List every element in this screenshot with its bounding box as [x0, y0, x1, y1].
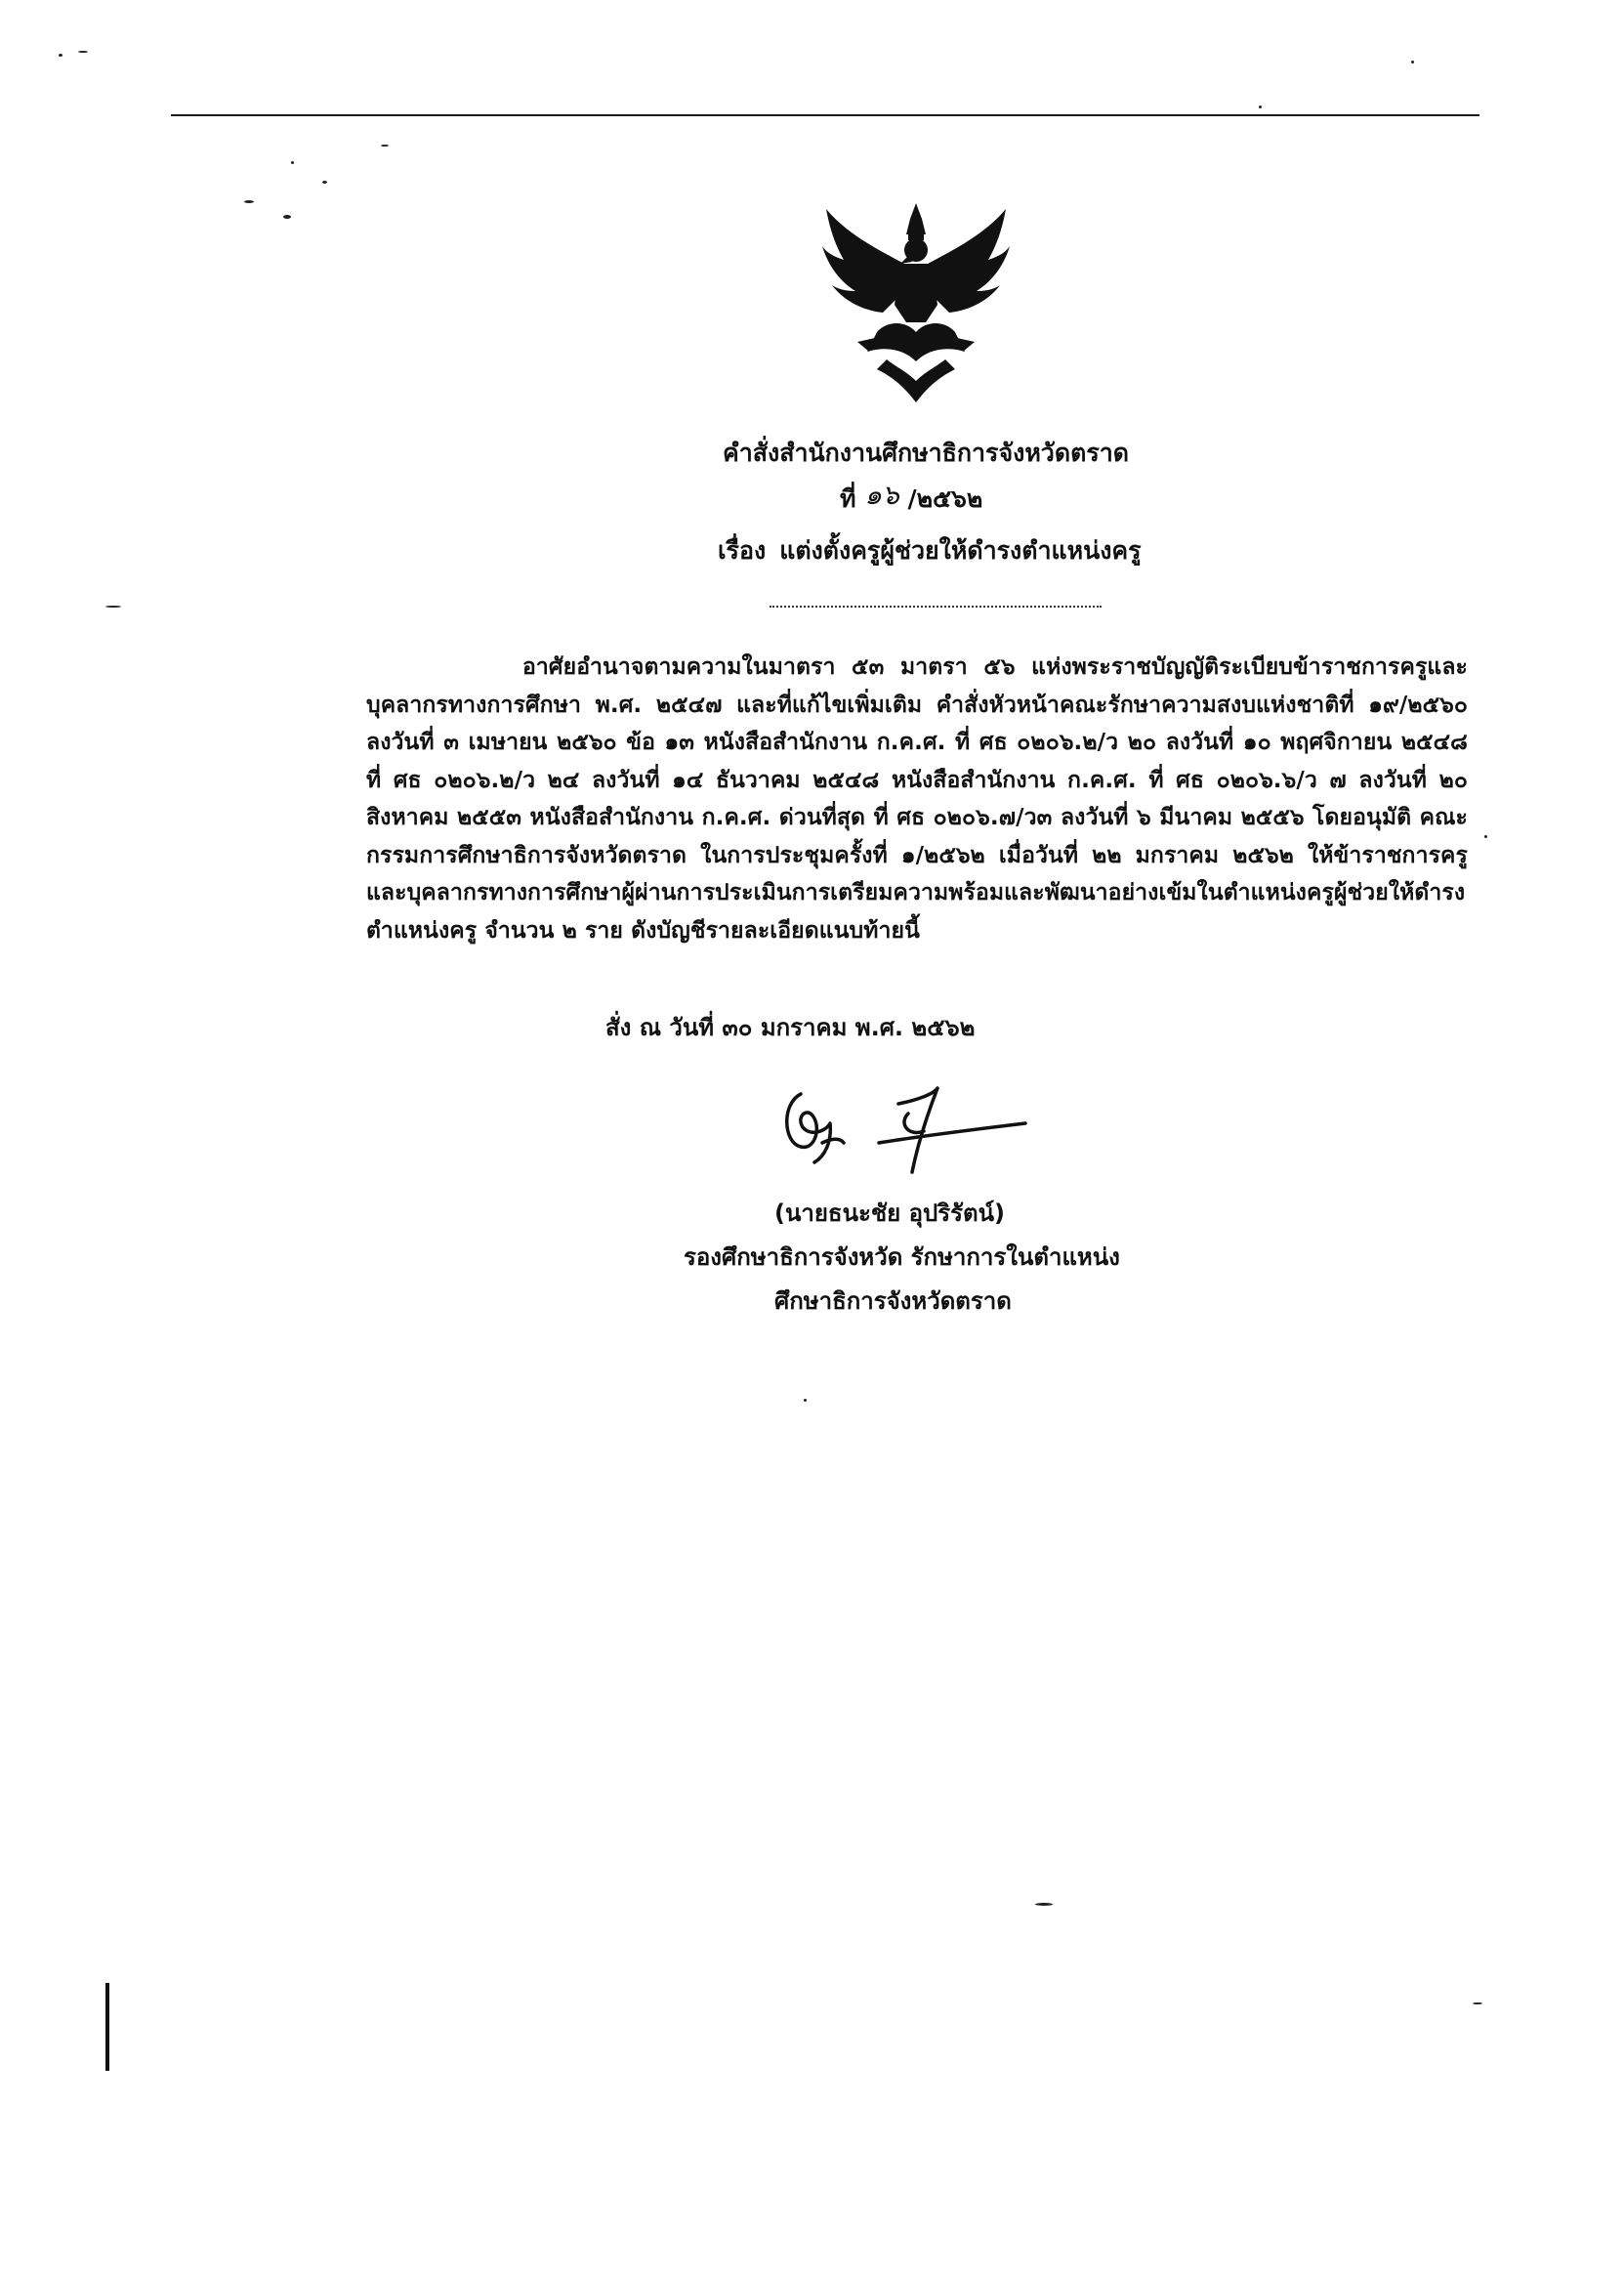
handwritten-signature-icon	[762, 1074, 1045, 1182]
header-divider	[770, 606, 1102, 608]
order-number	[840, 479, 983, 516]
order-number-prefix: ที่	[840, 484, 856, 513]
garuda-emblem-icon	[818, 195, 1014, 410]
scan-speck	[244, 200, 254, 203]
scan-speck	[78, 51, 88, 53]
scan-speck	[59, 54, 62, 57]
scan-speck	[804, 1399, 807, 1402]
scan-speck	[1035, 1903, 1053, 1906]
signatory-name: (นายธนะชัย อุปริรัตน์)	[774, 1200, 1005, 1227]
top-rule	[171, 114, 1479, 116]
scan-speck	[1473, 2002, 1482, 2004]
scan-speck	[381, 145, 389, 147]
subject-text: แต่งตั้งครูผู้ช่วยให้ดำรงตำแหน่งครู	[779, 536, 1142, 565]
subject-label: เรื่อง	[718, 536, 767, 565]
scan-speck	[105, 606, 121, 608]
document-title: คำสั่งสำนักงานศึกษาธิการจังหวัดตราด	[723, 439, 1130, 467]
scan-speck	[322, 181, 327, 184]
signatory-position-2: ศึกษาธิการจังหวัดตราด	[774, 1287, 1012, 1315]
order-date: สั่ง ณ วันที่ ๓๐ มกราคม พ.ศ. ๒๕๖๒	[605, 1014, 976, 1041]
order-body: อาศัยอำนาจตามความในมาตรา ๕๓ มาตรา ๕๖ แห่งพระราชบัญญัติระเบียบข้าราชการครูและบุคลากรทางการศึกษา พ.ศ. ๒๕๔๗ และที่แก้ไขเพิ่มเติม คำสั่งหัวหน้าคณะรักษาความสงบแห่งชาติที่ ๑๙/๒๕๖๐ ลงวันที่ ๓ เมษายน ๒๕๖๐ ข้อ ๑๓ หนังสือสำนักงาน ก.ค.ศ. ที่ ศธ ๐๒๐๖.๒/ว ๒๐ ลงวันที่ ๑๐ พฤศจิกายน ๒๕๔๘ ที่ ศธ ๐๒๐๖.๒/ว ๒๔ ลงวันที่ ๑๔ ธันวาคม ๒๕๔๘ หนังสือสำนักงาน ก.ค.ศ. ที่ ศธ ๐๒๐๖.๖/ว ๗ ลงวันที่ ๒๐ สิงหาคม ๒๕๕๓ หนังสือสำนักงาน ก.ค.ศ. ด่วนที่สุด ที่ ศธ ๐๒๐๖.๗/ว๓ ลงวันที่ ๖ มีนาคม ๒๕๕๖ โดยอนุมัติ คณะกรรมการศึกษาธิการจังหวัดตราด ในการประชุมครั้งที่ ๑/๒๕๖๒ เมื่อวันที่ ๒๒ มกราคม ๒๕๖๒ ให้ข้าราชการครูและบุคลากรทางการศึกษาผู้ผ่านการประเมินการเตรียมความพร้อมและพัฒนาอย่างเข้มในตำแหน่งครูผู้ช่วยให้ดำรงตำแหน่งครู จำนวน ๒ ราย ดังบัญชีรายละเอียดแนบท้ายนี้	[366, 654, 1468, 944]
scan-speck	[1411, 61, 1414, 63]
subject-line	[718, 534, 1142, 568]
scan-speck	[1484, 835, 1487, 838]
scan-speck	[283, 215, 291, 219]
signatory-position-1: รองศึกษาธิการจังหวัด รักษาการในตำแหน่ง	[684, 1243, 1120, 1271]
scan-speck	[1259, 105, 1262, 108]
left-margin-mark	[105, 1983, 109, 2071]
order-number-handwritten: ๑๖	[864, 479, 899, 511]
order-number-suffix: /๒๕๖๒	[907, 484, 983, 513]
scan-speck	[291, 161, 294, 164]
